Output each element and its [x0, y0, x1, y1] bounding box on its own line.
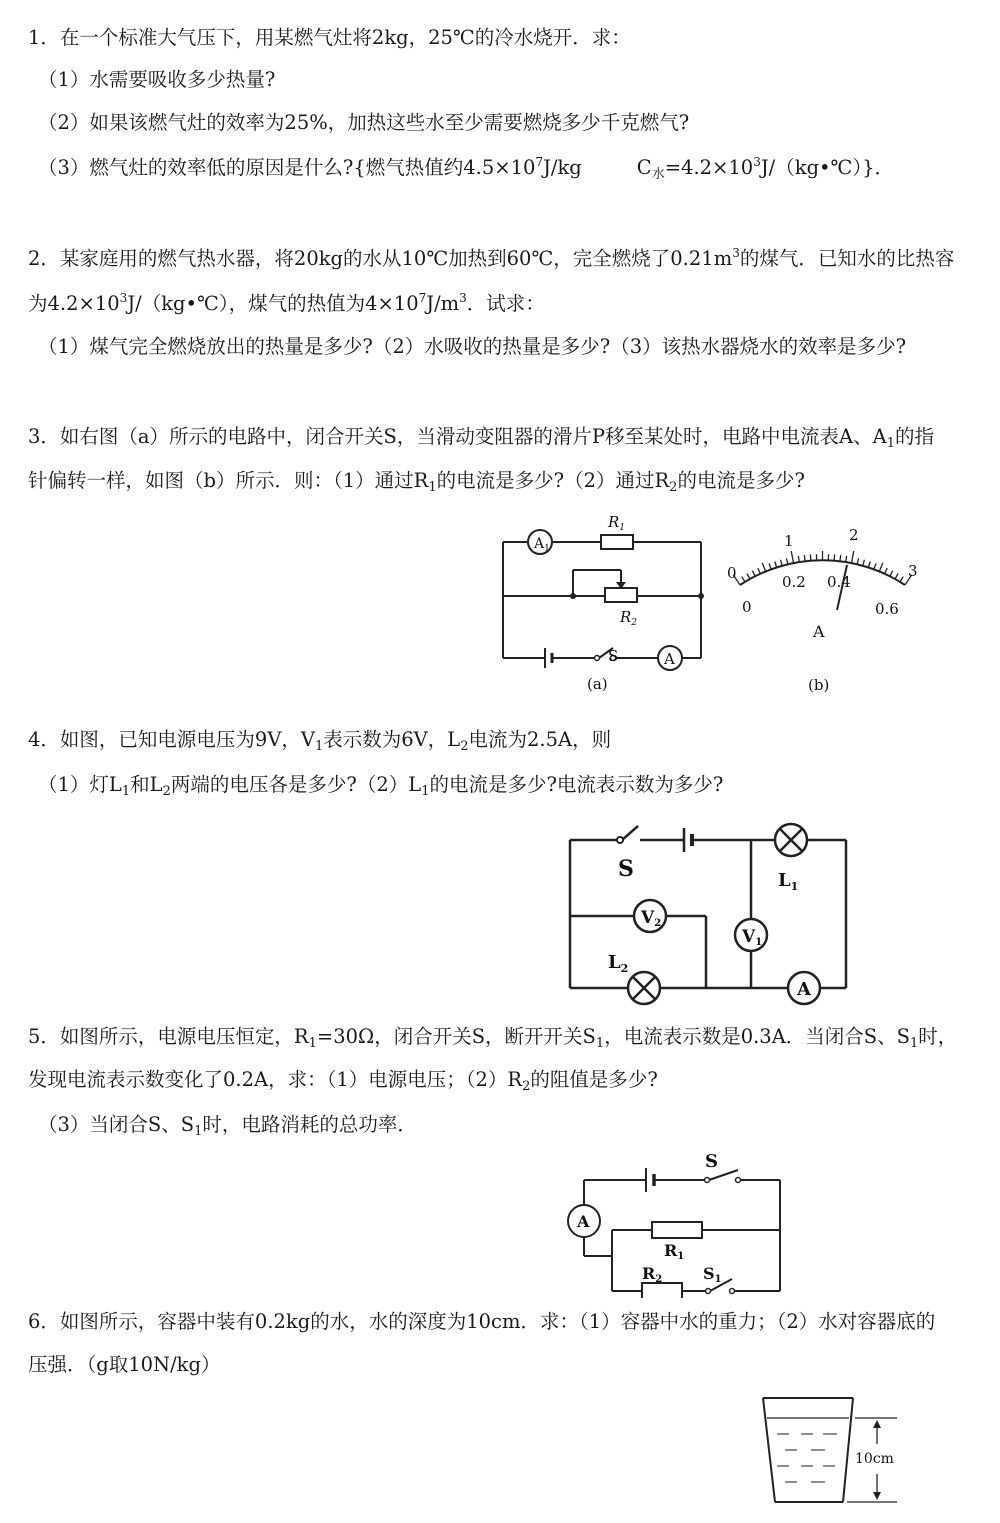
bottom-tick-0-2: 0.2: [782, 573, 806, 591]
dial-tick-mark: [804, 555, 805, 561]
q6-line1: 6．如图所示，容器中装有0.2kg的水，水的深度为10cm．求：（1）容器中水的重力；（2）水对容器底的: [28, 1310, 936, 1333]
ammeter-label: A: [577, 1212, 590, 1231]
dial-unit: A: [813, 622, 825, 641]
dial-tick-mark: [758, 568, 760, 573]
q3-ammeter-dial-b: [715, 520, 925, 700]
dial-tick-mark: [791, 551, 793, 563]
r2-label: R2: [642, 1264, 663, 1285]
bottom-tick-0-4: 0.4: [827, 573, 851, 591]
q5-line3: （3）当闭合S、$S_1$时，电路消耗的总功率．: [38, 1113, 417, 1139]
bottom-tick-0-6: 0.6: [875, 600, 899, 618]
q5-line2: 发现电流表示数变化了0.2A，求：（1）电源电压；$(2)R_2$的阻值是多少?: [28, 1068, 658, 1094]
switch-label: S: [608, 647, 619, 665]
dial-tick-mark: [863, 560, 865, 566]
dial-tick-mark: [840, 555, 841, 561]
q2-line3: （1）煤气完全燃烧放出的热量是多少?（2）水吸收的热量是多少?（3）该热水器烧水的效率是多少?: [38, 335, 907, 358]
l2-label: $L_2$: [608, 952, 629, 975]
depth-label: 10cm: [855, 1451, 894, 1467]
q1-part3: （3）燃气灶的效率低的原因是什么?{燃气热值约$4.5\times 10^7J/kg$ $C_水=4.2\times 10^3J/(kg•℃)$}．: [38, 155, 895, 182]
l1-label: $L_1$: [778, 870, 799, 893]
dial-tick-mark: [900, 577, 903, 582]
dial-tick-mark: [874, 563, 876, 569]
q5-circuit-diagram: [560, 1148, 790, 1298]
q3-line1: 3．如右图（a）所示的电路中，闭合开关S，当滑动变阻器的滑片P移至某处时，电路中电流表A、$A_1$的指: [28, 425, 934, 451]
q4-circuit-diagram: [560, 818, 860, 1018]
r2-label: $R_2$: [620, 608, 638, 628]
r1-label: R1: [664, 1241, 685, 1262]
top-tick-3: 3: [908, 562, 918, 580]
q1-part2: （2）如果该燃气灶的效率为25%，加热这些水至少需要燃烧多少千克燃气?: [38, 111, 690, 134]
bottom-tick-0: 0: [742, 598, 752, 616]
dial-tick-mark: [885, 568, 887, 573]
dial-tick-mark: [895, 574, 898, 579]
dial-tick-mark: [786, 558, 787, 564]
ammeter-label: A: [664, 650, 675, 668]
fig-b-caption: (b): [808, 676, 830, 694]
v2-label: V2: [641, 908, 662, 929]
q4-line1: 4．如图，已知电源电压为9V，$V_1$表示数为6V，$L_2$电流为2.5A，则: [28, 728, 612, 754]
q1-stem: 1．在一个标准大气压下，用某燃气灶将2kg，25℃的冷水烧开．求：: [28, 26, 631, 49]
dial-tick-mark: [851, 551, 853, 563]
q3-line2: 针偏转一样，如图（b）所示．则：（1）通过$R_1$的电流是多少?（2）通过$R_2$的电流是多少?: [28, 469, 805, 495]
q2-line2: 为$4.2\times 10^3J/(kg•℃)$，煤气的热值为$4\times 10^7J/m^3$．试求：: [28, 291, 545, 315]
a1-label: $A_1$: [534, 536, 550, 554]
v1-label: V1: [742, 927, 763, 948]
dial-tick-mark: [775, 561, 777, 567]
q4-line2: （1）灯$L_1$和$L_2$两端的电压各是多少$?(2)L_1$的电流是多少?电流表示数为多少?: [38, 773, 724, 799]
dial-tick-mark: [798, 556, 799, 562]
q6-line2: 压强．（g取10N/kg）: [28, 1353, 221, 1376]
q5-line1: 5．如图所示，电源电压恒定，$R_1=30\Omega$，闭合开关S，断开开关$S_1$，电流表示数是0.3A．当闭合S、$S_1$时，: [28, 1025, 958, 1051]
top-tick-1: 1: [784, 532, 794, 550]
q1-part1: （1）水需要吸收多少热量?: [38, 68, 276, 91]
q6-container-figure: [755, 1390, 905, 1520]
top-tick-2: 2: [849, 526, 859, 544]
s-label: S: [705, 1151, 718, 1172]
r1-label: $R_1$: [608, 513, 626, 533]
dial-tick-mark: [742, 577, 745, 582]
dial-tick-mark: [857, 558, 858, 564]
switch-label: S: [618, 856, 634, 882]
q3-circuit-diagram-a: [495, 510, 710, 695]
dial-tick-mark: [752, 571, 755, 576]
dial-tick-mark: [846, 556, 847, 562]
dial-tick-mark: [747, 574, 750, 579]
q2-line1: 2．某家庭用的燃气热水器，将20kg的水从10℃加热到60℃，完全燃烧了$0.21m^3$的煤气．已知水的比热容: [28, 246, 955, 270]
dial-tick-mark: [781, 560, 783, 566]
ammeter-label: A: [797, 979, 811, 1000]
dial-tick-mark: [769, 563, 771, 569]
s1-label: S1: [703, 1264, 722, 1285]
dial-tick-mark: [762, 563, 765, 571]
dial-tick-mark: [879, 563, 882, 571]
top-tick-0: 0: [727, 564, 737, 582]
dial-tick-mark: [868, 561, 870, 567]
dial-tick-mark: [890, 571, 893, 576]
fig-a-caption: (a): [587, 675, 608, 693]
